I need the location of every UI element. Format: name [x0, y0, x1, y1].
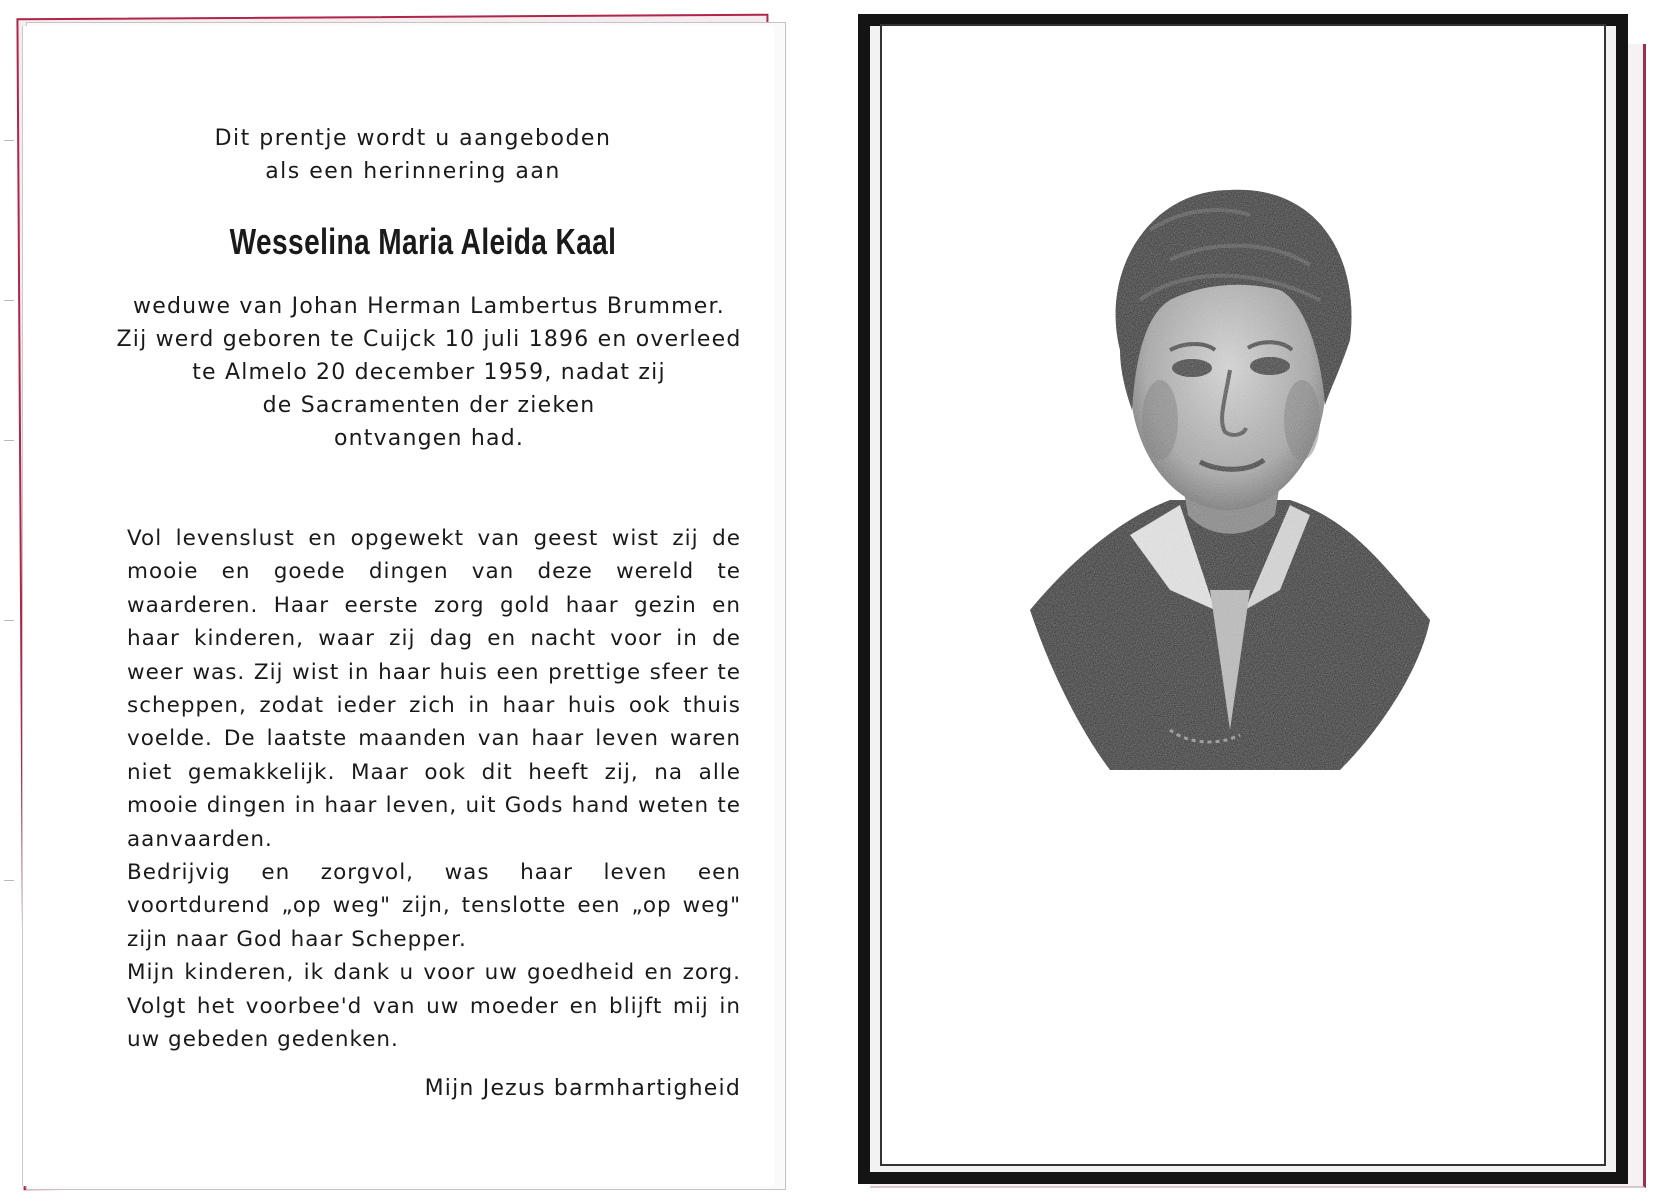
scan-mark: [4, 880, 14, 881]
eulogy-paragraph: Vol levenslust en opgewekt van geest wist zij de mooie en goede dingen van deze wereld te waarderen. Haar eerste zorg gold haar gezin en haar kinderen, waar zij dag en nacht voor in de weer was. Zij wist in haar huis een prettige sfeer te scheppen, zodat ieder zich in haar huis ook thuis voelde. De laatste maanden van haar leven waren niet gemakkelijk. Maar ook dit heeft zij, na alle mooie dingen in haar leven, uit Gods hand weten te aanvaarden.: [127, 526, 741, 852]
biographical-details: [23, 290, 835, 455]
scan-mark: [4, 620, 14, 621]
eulogy-paragraph: Bedrijvig en zorgvol, was haar leven een voortdurend „op weg" zijn, tenslotte een „op weg" zijn naar God haar Schepper.: [127, 860, 741, 952]
detail-line: te Almelo 20 december 1959, nadat zij: [192, 360, 666, 385]
portrait-photo: [1020, 170, 1440, 810]
intro-line: als een herinnering aan: [265, 159, 561, 184]
scan-mark: [4, 140, 14, 141]
detail-line: de Sacramenten der zieken: [262, 393, 596, 418]
scan-mark: [4, 440, 14, 441]
intro-text: [23, 122, 803, 188]
intro-line: Dit prentje wordt u aangeboden: [214, 126, 612, 151]
detail-line: weduwe van Johan Herman Lambertus Brummer.: [133, 294, 725, 319]
detail-line: Zij werd geboren te Cuijck 10 juli 1896 en overleed: [116, 327, 742, 352]
detail-line: ontvangen had.: [333, 426, 525, 451]
memorial-text-card: [22, 26, 774, 1186]
deceased-name: Wesselina Maria Aleida Kaal: [229, 221, 617, 262]
closing-prayer: Mijn Jezus barmhartigheid: [424, 1076, 741, 1101]
scan-mark: [4, 300, 14, 301]
eulogy-text: [127, 522, 741, 1057]
eulogy-paragraph: Mijn kinderen, ik dank u voor uw goedheid en zorg. Volgt het voorbee'd van uw moeder en blijft mij in uw gebeden gedenken.: [127, 960, 741, 1053]
